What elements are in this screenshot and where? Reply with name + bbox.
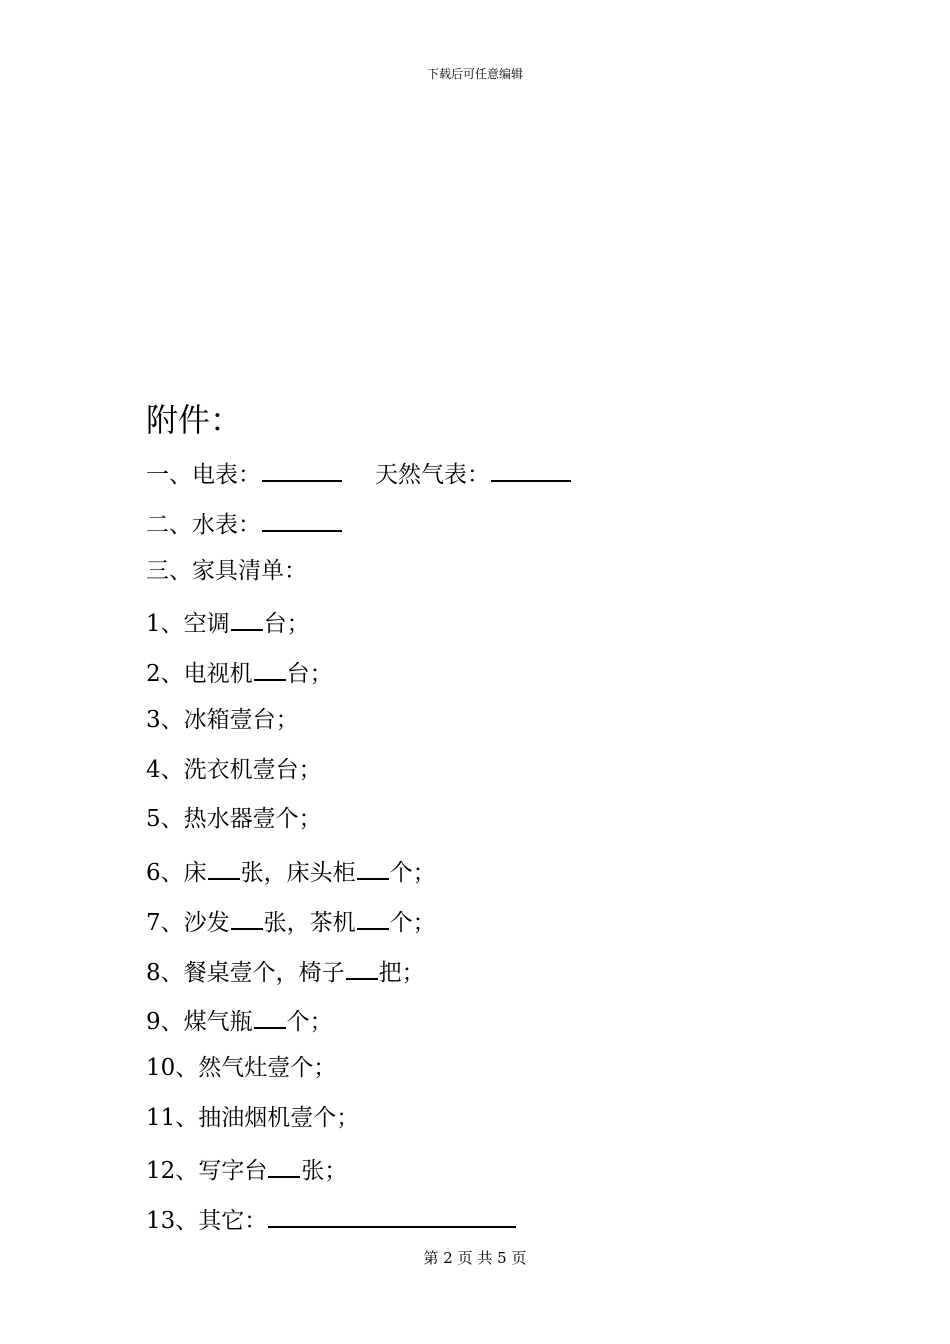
item-9-blank[interactable]: [254, 1003, 286, 1029]
list-item-water-heater: 5、热水器壹个；: [146, 806, 322, 832]
electric-meter-label: 一、电表：: [146, 462, 261, 488]
water-meter-label: 二、水表：: [146, 512, 261, 538]
item-13-other-blank[interactable]: [268, 1202, 516, 1228]
list-item-range-hood: 11、抽油烟机壹个；: [146, 1105, 360, 1131]
list-item-air-conditioner: 1、空调 台；: [146, 605, 310, 639]
furniture-heading: 三、家具清单：: [146, 558, 307, 584]
list-item-gas-bottle: 9、煤气瓶 个；: [146, 1003, 333, 1037]
item-7-table-blank[interactable]: [357, 904, 389, 930]
page-header: 下载后可任意编辑: [426, 67, 523, 81]
list-item-desk: 12、写字台 张；: [146, 1152, 347, 1186]
list-item-washer: 4、洗衣机壹台；: [146, 757, 322, 783]
meter-line-electric-gas: [146, 456, 572, 490]
list-item-sofa: 7、沙发 张，茶机 个；: [146, 904, 436, 938]
page-footer: 第 2 页 共 5 页: [423, 1249, 527, 1267]
electric-meter-blank[interactable]: [262, 456, 342, 482]
item-6-nightstand-blank[interactable]: [357, 854, 389, 880]
attachment-title: 附件：: [146, 401, 243, 439]
list-item-tv: 2、电视机 台；: [146, 655, 333, 689]
list-item-dining: 8、餐桌壹个，椅子 把；: [146, 954, 425, 988]
gas-meter-label: 天然气表：: [375, 462, 490, 488]
item-1-blank[interactable]: [231, 605, 263, 631]
item-7-sofa-blank[interactable]: [231, 904, 263, 930]
list-item-stove: 10、然气灶壹个；: [146, 1055, 337, 1081]
water-meter-blank[interactable]: [262, 506, 342, 532]
item-2-blank[interactable]: [254, 655, 286, 681]
list-item-bed: 6、床 张，床头柜 个；: [146, 854, 436, 888]
meter-line-water: [146, 506, 343, 540]
list-item-fridge: 3、冰箱壹台；: [146, 707, 299, 733]
item-8-chairs-blank[interactable]: [346, 954, 378, 980]
gas-meter-blank[interactable]: [491, 456, 571, 482]
list-item-other: 13、其它：: [146, 1202, 517, 1236]
item-6-bed-blank[interactable]: [208, 854, 240, 880]
item-12-blank[interactable]: [268, 1152, 300, 1178]
